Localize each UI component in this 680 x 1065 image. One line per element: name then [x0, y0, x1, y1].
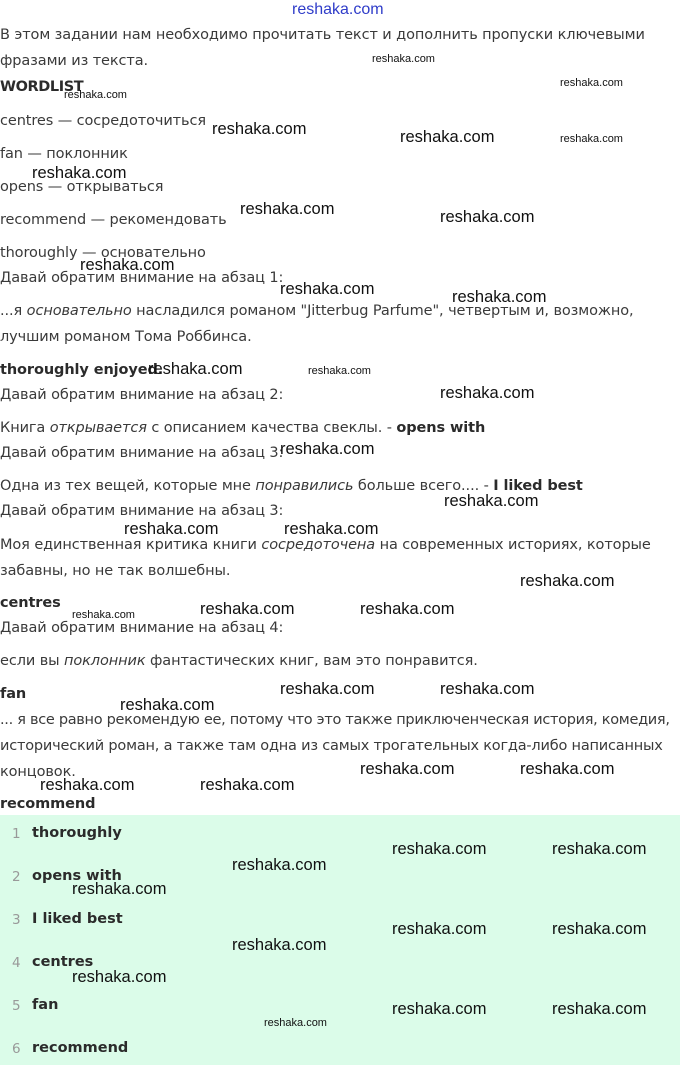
watermark: reshaka.com — [212, 120, 307, 138]
answer-number: 2 — [12, 869, 21, 885]
watermark: reshaka.com — [124, 520, 219, 538]
watermark: reshaka.com — [392, 1000, 487, 1018]
watermark: reshaka.com — [392, 840, 487, 858]
answer-text: thoroughly — [32, 825, 122, 841]
watermark: reshaka.com — [40, 776, 135, 794]
watermark: reshaka.com — [400, 128, 495, 146]
wordlist-item-thoroughly: thoroughly — основательно — [0, 245, 206, 261]
watermark: reshaka.com — [552, 1000, 647, 1018]
watermark: reshaka.com — [372, 53, 435, 65]
wordlist-item-fan: fan — поклонник — [0, 146, 128, 162]
watermark: reshaka.com — [360, 600, 455, 618]
watermark: reshaka.com — [240, 200, 335, 218]
watermark: reshaka.com — [440, 680, 535, 698]
watermark: reshaka.com — [72, 880, 167, 898]
header-watermark[interactable]: reshaka.com — [292, 1, 384, 18]
watermark: reshaka.com — [392, 920, 487, 938]
section-2-answer: opens with — [396, 420, 486, 436]
watermark: reshaka.com — [520, 760, 615, 778]
section-1-heading: Давай обратим внимание на абзац 1: — [0, 270, 284, 286]
watermark: reshaka.com — [452, 288, 547, 306]
answer-number: 4 — [12, 955, 21, 971]
section-3-heading: Давай обратим внимание на абзац 3: — [0, 445, 284, 461]
watermark: reshaka.com — [80, 256, 175, 274]
section-3-keyword: понравились — [255, 478, 354, 494]
watermark: reshaka.com — [264, 1017, 327, 1029]
watermark: reshaka.com — [444, 492, 539, 510]
section-5-answer: fan — [0, 686, 27, 702]
section-6-line-1: ... я все равно рекомендую ее, потому что это также приключенческая история, комедия, — [0, 712, 670, 728]
watermark: reshaka.com — [72, 968, 167, 986]
section-4-keyword: сосредоточена — [261, 537, 376, 553]
watermark: reshaka.com — [552, 920, 647, 938]
watermark: reshaka.com — [360, 760, 455, 778]
section-2-sentence: Книга открывается с описанием качества свеклы. - opens with — [0, 420, 486, 436]
watermark: reshaka.com — [32, 164, 127, 182]
wordlist-item-centres: centres — сосредоточиться — [0, 113, 206, 129]
watermark: reshaka.com — [280, 440, 375, 458]
wordlist-title: WORDLIST — [0, 79, 84, 95]
watermark: reshaka.com — [440, 384, 535, 402]
watermark: reshaka.com — [200, 600, 295, 618]
section-4-heading: Давай обратим внимание на абзац 3: — [0, 503, 284, 519]
section-3-sentence: Одна из тех вещей, которые мне понравились больше всего.... - I liked best — [0, 478, 583, 494]
intro-line-2: фразами из текста. — [0, 53, 149, 69]
watermark: reshaka.com — [280, 280, 375, 298]
watermark: reshaka.com — [200, 776, 295, 794]
answer-number: 6 — [12, 1041, 21, 1057]
section-6-line-3: концовок. — [0, 764, 76, 780]
answer-text: I liked best — [32, 911, 123, 927]
watermark: reshaka.com — [284, 520, 379, 538]
section-4-sentence-line-2: забавны, но не так волшебны. — [0, 563, 231, 579]
answer-number: 1 — [12, 826, 21, 842]
watermark: reshaka.com — [64, 89, 127, 101]
watermark: reshaka.com — [560, 133, 623, 145]
section-6-line-2: исторический роман, а также там одна из самых трогательных когда-либо написанных — [0, 738, 663, 754]
section-3-answer: I liked best — [493, 478, 583, 494]
answer-number: 5 — [12, 998, 21, 1014]
watermark: reshaka.com — [552, 840, 647, 858]
watermark: reshaka.com — [520, 572, 615, 590]
answer-text: opens with — [32, 868, 122, 884]
section-4-answer: centres — [0, 595, 61, 611]
watermark: reshaka.com — [232, 856, 327, 874]
watermark: reshaka.com — [560, 77, 623, 89]
watermark: reshaka.com — [440, 208, 535, 226]
wordlist-item-opens: opens — открываться — [0, 179, 164, 195]
intro-line-1: В этом задании нам необходимо прочитать текст и дополнить пропуски ключевыми — [0, 27, 645, 43]
watermark: reshaka.com — [308, 365, 371, 377]
section-1-sentence-line-2: лучшим романом Тома Роббинса. — [0, 329, 252, 345]
watermark: reshaka.com — [72, 609, 135, 621]
section-6-answer: recommend — [0, 796, 96, 812]
answer-text: recommend — [32, 1040, 129, 1056]
answer-text: fan — [32, 997, 59, 1013]
section-5-heading: Давай обратим внимание на абзац 4: — [0, 620, 284, 636]
wordlist-item-recommend: recommend — рекомендовать — [0, 212, 227, 228]
section-1-answer: thoroughly enjoyed. — [0, 362, 164, 378]
watermark: reshaka.com — [148, 360, 243, 378]
section-2-heading: Давай обратим внимание на абзац 2: — [0, 387, 284, 403]
section-1-keyword: основательно — [26, 303, 132, 319]
section-2-keyword: открывается — [49, 420, 147, 436]
answer-number: 3 — [12, 912, 21, 928]
watermark: reshaka.com — [280, 680, 375, 698]
section-5-keyword: поклонник — [64, 653, 146, 669]
watermark: reshaka.com — [232, 936, 327, 954]
answer-text: centres — [32, 954, 94, 970]
section-5-sentence: если вы поклонник фантастических книг, вам это понравится. — [0, 653, 478, 669]
section-1-sentence: ...я основательно насладился романом "Jitterbug Parfume", четвертым и, возможно, — [0, 303, 634, 319]
section-4-sentence: Моя единственная критика книги сосредоточена на современных историях, которые — [0, 537, 651, 553]
watermark: reshaka.com — [120, 696, 215, 714]
